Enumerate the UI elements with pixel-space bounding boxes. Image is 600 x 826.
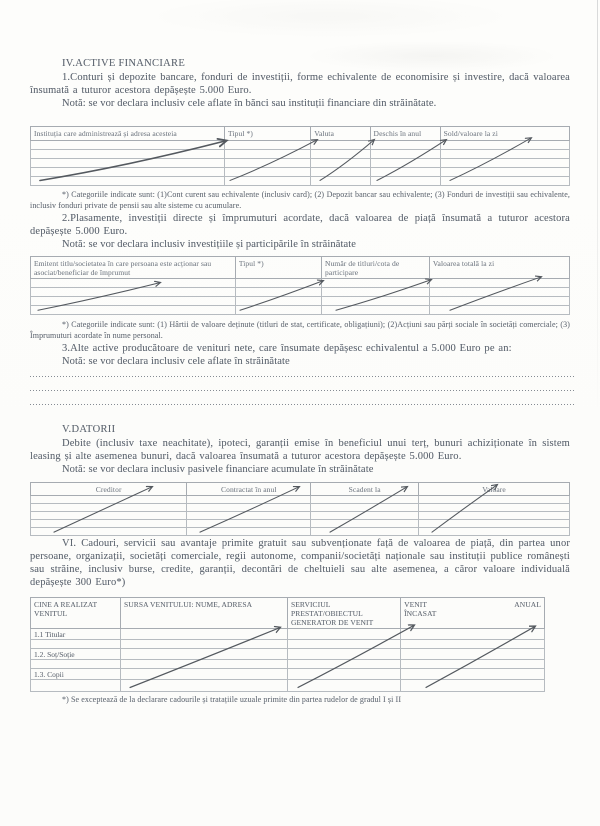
section-v-heading: V.DATORII [62,424,116,435]
column-header: Tipul *) [225,127,311,141]
column-header: Creditor [31,483,187,496]
debts-note: Notă: se vor declara inclusiv pasivele financiare acumulate în străinătate [62,464,374,475]
item3-description: 3.Alte active producătoare de venituri nete, care însumate depășesc echivalentul a 5.000 Euro pe an: [62,343,512,354]
table-row [31,512,570,520]
table-row [31,279,570,288]
column-header: SERVICIUL PRESTAT/OBIECTUL GENERATOR DE VENIT [287,598,400,629]
table-row [31,306,570,315]
debts-table [30,482,570,536]
header-venit-label: VENIT [404,600,428,609]
table-row [31,528,570,536]
row-label-titular: 1.1 Titular [31,629,121,640]
gifts-income-table-wrap [30,597,570,692]
table-header-row [31,127,570,141]
bank-accounts-table-wrap [30,126,570,186]
row-label-sot-sotie: 1.2. Soț/Soție [31,649,121,660]
footnote-gift-exceptions: *) Se exceptează de la declarare cadourile și tratațiile uzuale primite din partea rudelor de gradul I și II [62,695,402,704]
table-row [31,660,545,669]
section-iv-heading: IV.ACTIVE FINANCIARE [62,58,186,69]
bank-accounts-table [30,126,570,186]
header-anual-label: ANUAL [514,600,541,609]
column-header: Deschis în anul [370,127,440,141]
column-header: Emitent titlu/societatea în care persoana este acționar sau asociat/beneficiar de împrumut [31,257,236,279]
table-row [31,649,545,660]
dotted-answer-line [30,390,575,391]
gifts-income-table [30,597,545,692]
column-header: Valuta [311,127,370,141]
footnote-investment-categories: *) Categoriile indicate sunt: (1) Hârtii de valoare deținute (titluri de stat, certificate, obligațiuni); (2)Acțiuni sau părți sociale în societăți comerciale; (3) Împrumuturi acordate în nume personal. [30,320,570,340]
table-row [31,669,545,680]
table-row [31,640,545,649]
column-header: Valoare [419,483,570,496]
column-header: CINE A REALIZAT VENITUL [31,598,121,629]
table-row [31,159,570,168]
header-incasat-label: ÎNCASAT [404,609,437,618]
column-header: Instituția care administrează și adresa acesteia [31,127,225,141]
table-row [31,297,570,306]
table-row [31,520,570,528]
table-header-row [31,483,570,496]
column-header: Tipul *) [235,257,321,279]
debts-table-wrap [30,482,570,536]
debts-description: Debite (inclusiv taxe neachitate), ipoteci, garanții emise în beneficiul unui terț, bunuri achiziționate în sistem leasing și alte asemenea bunuri, dacă valoarea însumată a tuturor acestora depășește 5.000 Euro. [30,438,570,462]
item2-description: 2.Plasamente, investiții directe și împrumuturi acordate, dacă valoarea de piață însumată a tuturor acestora depășește 5.000 Euro. [30,213,570,237]
investments-table [30,256,570,315]
item1-description: 1.Conturi și depozite bancare, fonduri de investiții, forme echivalente de economisire și investire, dacă valoarea însumată a tuturor acestora depășește 5.000 Euro. [30,72,570,96]
column-header: SURSA VENITULUI: NUME, ADRESA [120,598,287,629]
row-label-copii: 1.3. Copii [31,669,121,680]
footnote-account-categories: *) Categoriile indicate sunt: (1)Cont curent sau echivalente (inclusiv card); (2) Depozit bancar sau echivalente; (3) Fonduri de investiții sau echivalente, inclusiv fonduri private de pensii sau alte sisteme cu acumulare. [30,190,570,210]
dotted-answer-line [30,376,575,377]
column-header: Sold/valoare la zi [440,127,569,141]
item3-note: Notă: se vor declara inclusiv cele aflate în străinătate [62,356,290,367]
dotted-answer-line [30,404,575,405]
table-row [31,504,570,512]
table-header-row [31,257,570,279]
table-row [31,680,545,692]
table-header-row [31,598,545,629]
table-row [31,629,545,640]
table-row [31,168,570,177]
investments-table-wrap [30,256,570,315]
gifts-description: VI. Cadouri, servicii sau avantaje primite gratuit sau subvenționate față de valoarea de piață, din partea unor persoane, organizații, societăți comerciale, regii autonome, companii/societăți naționale sau instituții publice românești sau străine, inclusiv burse, credite, garanții, decontări de cheltuieli sau alte asemenea, a căror valoare individuală depășește 300 Euro*) [30,538,570,588]
column-header: Valoarea totală la zi [429,257,569,279]
column-header: Scadent la [311,483,419,496]
column-header [401,598,545,629]
table-row [31,150,570,159]
table-row [31,141,570,150]
table-row [31,177,570,186]
table-row [31,496,570,504]
item2-note: Notă: se vor declara inclusiv investițiile și participările în străinătate [62,239,357,250]
column-header: Număr de titluri/cota de participare [322,257,430,279]
column-header: Contractat în anul [187,483,311,496]
table-row [31,288,570,297]
item1-note: Notă: se vor declara inclusiv cele aflate în bănci sau instituții financiare din străinătate. [62,98,437,109]
